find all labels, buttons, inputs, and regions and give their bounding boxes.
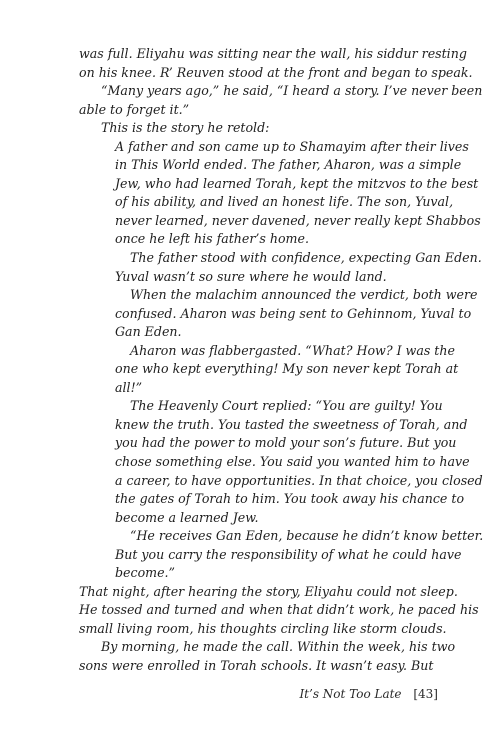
page-number: [43] [413,687,438,701]
closing-line: That night, after hearing the story, Eliyahu could not sleep. [79,584,458,599]
quote-line: “Many years ago,” he said, “I heard a story. I’ve never been [101,83,483,98]
closing-line: He tossed and turned and when that didn’t work, he paced his [79,602,479,617]
story-line: But you carry the responsibility of what he could have [115,547,462,562]
page-footer [299,684,438,704]
retold-intro-line: This is the story he retold: [101,120,270,135]
intro-line: on his knee. R’ Reuven stood at the front and began to speak. [79,65,473,80]
story-line: chose something else. You said you wanted him to have [115,454,470,469]
closing-line: small living room, his thoughts circling like storm clouds. [79,621,447,636]
intro-line: was full. Eliyahu was sitting near the wall, his siddur resting [79,46,467,61]
story-line: The father stood with confidence, expecting Gan Eden. [130,250,482,265]
story-line: The Heavenly Court replied: “You are guilty! You [130,398,443,413]
story-line: a career, to have opportunities. In that choice, you closed [115,473,483,488]
story-line: become.” [115,565,175,580]
quote-line: able to forget it.” [79,102,190,117]
story-line: Jew, who had learned Torah, kept the mitzvos to the best [115,176,479,191]
closing-line: sons were enrolled in Torah schools. It wasn’t easy. But [79,658,434,673]
story-line: Yuval wasn’t so sure where he would land. [115,269,387,284]
story-line: never learned, never davened, never really kept Shabbos [115,213,481,228]
story-line: you had the power to mold your son’s future. But you [115,435,457,450]
story-line: of his ability, and lived an honest life. The son, Yuval, [115,194,454,209]
story-line: once he left his father’s home. [115,231,309,246]
story-line: Aharon was flabbergasted. “What? How? I was the [130,343,455,358]
story-line: all!” [115,380,143,395]
story-line: the gates of Torah to him. You took away his chance to [115,491,465,506]
story-line: A father and son came up to Shamayim after their lives [115,139,469,154]
story-line: confused. Aharon was being sent to Gehinnom, Yuval to [115,306,472,321]
story-line: Gan Eden. [115,324,182,339]
story-line: knew the truth. You tasted the sweetness of Torah, and [115,417,468,432]
story-line: “He receives Gan Eden, because he didn’t know better. [130,528,484,543]
closing-line: By morning, he made the call. Within the week, his two [101,639,456,654]
running-title: It’s Not Too Late [299,687,402,701]
story-line: When the malachim announced the verdict, both were [130,287,478,302]
story-line: one who kept everything! My son never kept Torah at [115,361,459,376]
story-line: become a learned Jew. [115,510,259,525]
story-line: in This World ended. The father, Aharon, was a simple [115,157,462,172]
